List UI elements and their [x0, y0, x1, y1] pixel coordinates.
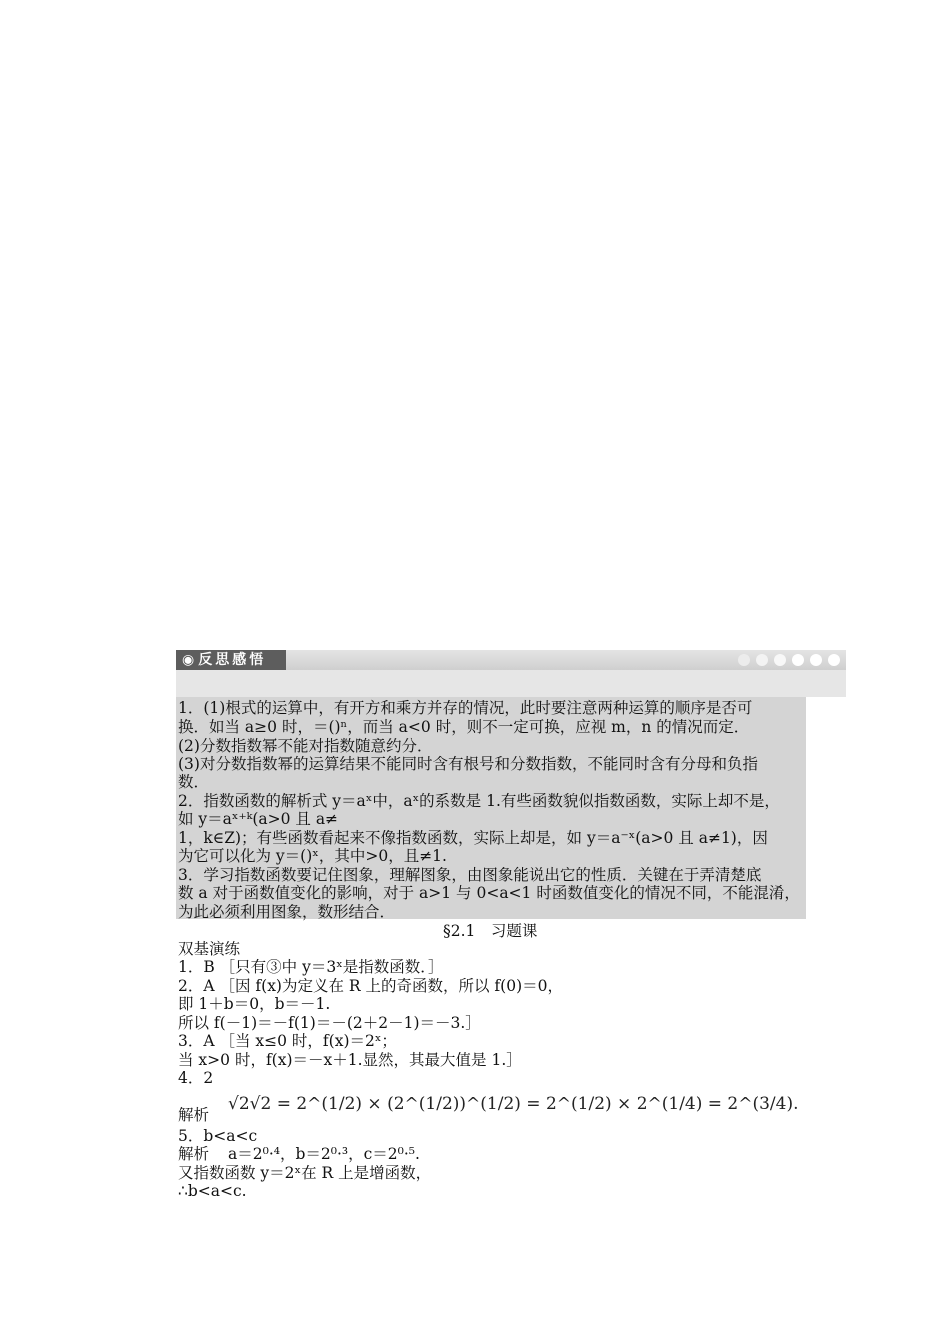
- answer-line: 1．B ［只有③中 y＝3ˣ是指数函数．］: [178, 958, 444, 976]
- analysis-label: 解析: [178, 1145, 210, 1163]
- reflection-line: 3．学习指数函数要记住图象，理解图象，由图象能说出它的性质．关键在于弄清楚底: [178, 866, 762, 884]
- answers-heading: 双基演练: [178, 940, 241, 958]
- answer-line: ∴b<a<c.: [178, 1182, 247, 1200]
- dot-icon: [738, 654, 750, 666]
- section-banner: [176, 650, 846, 670]
- dot-icon: [774, 654, 786, 666]
- answer-line: 所以 f(－1)＝－f(1)＝－(2＋2－1)＝－3.］: [178, 1014, 481, 1032]
- answer-line: 又指数函数 y＝2ˣ在 R 上是增函数，: [178, 1164, 432, 1182]
- reflection-line: 数．: [178, 773, 210, 791]
- reflection-line: 1．(1)根式的运算中，有开方和乘方并存的情况，此时要注意两种运算的顺序是否可: [178, 699, 753, 717]
- answer-line: 2．A ［因 f(x)为定义在 R 上的奇函数，所以 f(0)＝0，: [178, 977, 563, 995]
- reflection-line: 为此必须利用图象，数形结合．: [178, 903, 396, 921]
- dot-icon: [828, 654, 840, 666]
- answer-line: 4．2: [178, 1069, 214, 1087]
- target-icon: ◉: [182, 652, 195, 668]
- reflection-line: 如 y＝aˣ⁺ᵏ(a>0 且 a≠: [178, 810, 339, 828]
- answer-line: 3．A ［当 x≤0 时，f(x)＝2ˣ；: [178, 1032, 397, 1050]
- reflection-line: (3)对分数指数幂的运算结果不能同时含有根号和分数指数，不能同时含有分母和负指: [178, 755, 758, 773]
- analysis-label: 解析: [178, 1106, 210, 1124]
- dot-icon: [810, 654, 822, 666]
- banner-underlay: [176, 670, 846, 697]
- dot-icon: [792, 654, 804, 666]
- answer-line: a＝2⁰·⁴，b＝2⁰·³，c＝2⁰·⁵.: [228, 1145, 420, 1163]
- reflection-line: 2．指数函数的解析式 y＝aˣ中，aˣ的系数是 1.有些函数貌似指数函数，实际上却不是，: [178, 792, 780, 810]
- decorative-dots: [738, 654, 840, 666]
- math-expression: √2√2 = 2^(1/2) × (2^(1/2))^(1/2) = 2^(1/2) × 2^(1/4) = 2^(3/4).: [228, 1094, 799, 1114]
- banner-label: 反思感悟: [198, 652, 267, 668]
- reflection-line: 数 a 对于函数值变化的影响，对于 a>1 与 0<a<1 时函数值变化的情况不同，不能混淆，: [178, 884, 800, 902]
- reflection-line: (2)分数指数幂不能对指数随意约分．: [178, 737, 433, 755]
- answer-line: 当 x>0 时，f(x)＝－x＋1.显然，其最大值是 1.］: [178, 1051, 522, 1069]
- dot-icon: [756, 654, 768, 666]
- answer-line: 5．b<a<c: [178, 1127, 258, 1145]
- reflection-line: 换．如当 a≥0 时，＝()ⁿ，而当 a<0 时，则不一定可换，应视 m，n 的情况而定．: [178, 718, 750, 736]
- reflection-line: 1，k∈Z)；有些函数看起来不像指数函数，实际上却是，如 y＝a⁻ˣ(a>0 且 a≠1)，因: [178, 829, 768, 847]
- section-title: §2.1 习题课: [443, 922, 538, 940]
- answer-line: 即 1＋b＝0，b＝－1.: [178, 995, 331, 1013]
- banner-tab: [176, 650, 286, 670]
- reflection-line: 为它可以化为 y＝()ˣ，其中>0，且≠1.: [178, 847, 447, 865]
